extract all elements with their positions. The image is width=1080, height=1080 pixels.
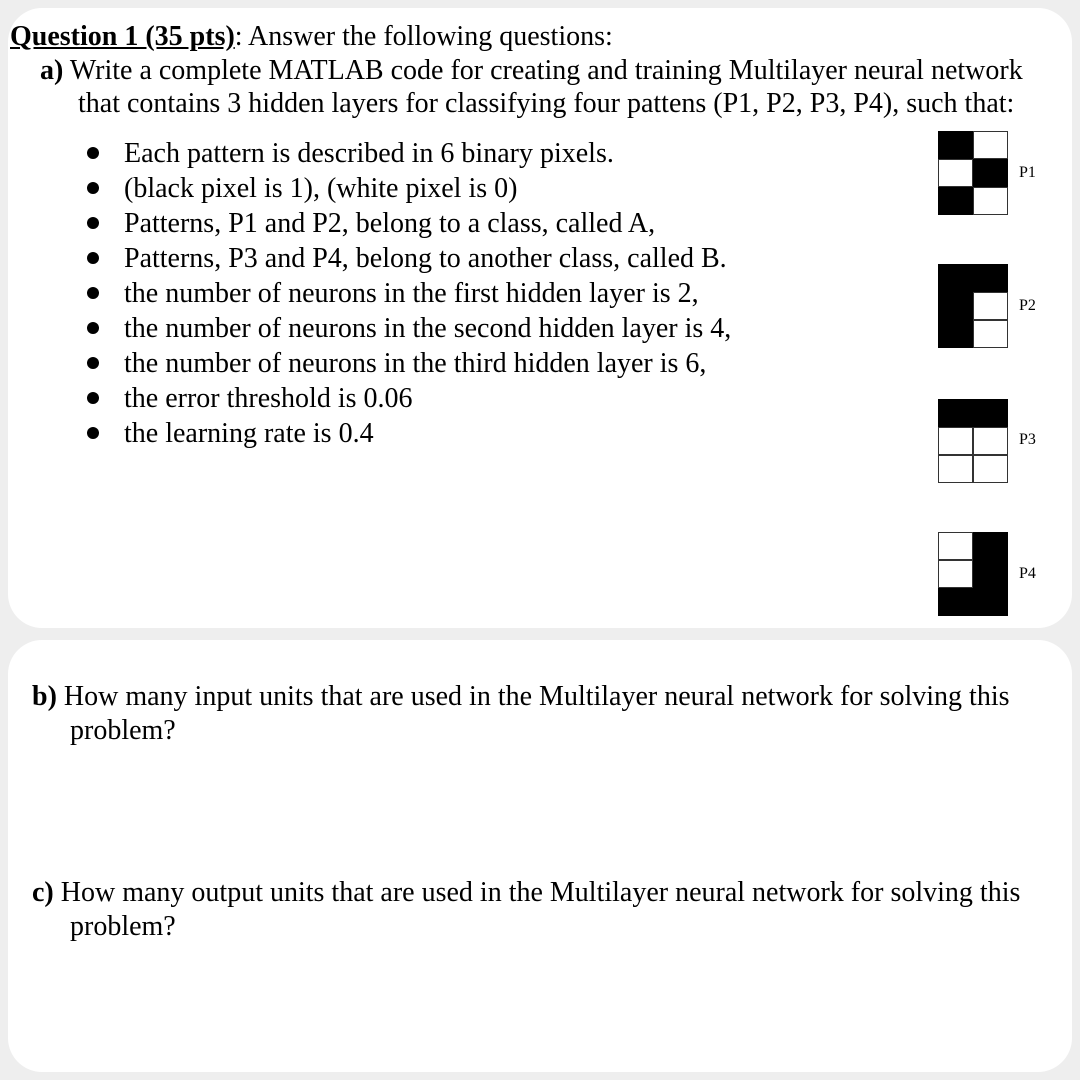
list-item: the learning rate is 0.4	[84, 416, 731, 451]
pattern-pixel-white	[973, 427, 1008, 455]
list-item: Patterns, P1 and P2, belong to a class, called A,	[84, 206, 731, 241]
pattern-pixel-white	[938, 427, 973, 455]
question-heading	[10, 20, 613, 54]
pattern-pixel-black	[973, 560, 1008, 588]
part-a-label: a)	[40, 55, 64, 86]
pattern-p3-label: P3	[1019, 431, 1036, 448]
part-c-line1: How many output units that are used in the Multilayer neural network for solving this	[60, 877, 1021, 908]
list-item: Each pattern is described in 6 binary pixels.	[84, 136, 731, 171]
part-b-label: b)	[32, 681, 57, 712]
pattern-pixel-white	[938, 455, 973, 483]
pattern-pixel-white	[973, 187, 1008, 215]
pattern-pixel-white	[973, 320, 1008, 348]
pattern-pixel-white	[938, 532, 973, 560]
question-label: Question 1 (35 pts)	[10, 21, 235, 52]
pattern-pixel-black	[973, 532, 1008, 560]
pattern-p4-label: P4	[1019, 565, 1036, 582]
pattern-p1-grid	[938, 131, 1008, 215]
pattern-pixel-black	[938, 264, 973, 292]
list-item: the number of neurons in the first hidden layer is 2,	[84, 276, 731, 311]
part-a-line1: Write a complete MATLAB code for creating and training Multilayer neural network	[69, 55, 1023, 86]
pattern-pixel-white	[938, 159, 973, 187]
pattern-pixel-black	[938, 187, 973, 215]
list-item: the error threshold is 0.06	[84, 381, 731, 416]
part-b-line1: How many input units that are used in the Multilayer neural network for solving this	[63, 681, 1010, 712]
pattern-p2-grid	[938, 264, 1008, 348]
pattern-p2-label: P2	[1019, 297, 1036, 314]
pattern-pixel-white	[938, 560, 973, 588]
list-item: the number of neurons in the third hidden layer is 6,	[84, 346, 731, 381]
pattern-pixel-white	[973, 455, 1008, 483]
pattern-pixel-white	[973, 292, 1008, 320]
pattern-pixel-black	[938, 131, 973, 159]
pattern-pixel-black	[938, 588, 973, 616]
pattern-pixel-black	[973, 399, 1008, 427]
question-text: : Answer the following questions:	[234, 21, 613, 52]
part-c-label: c)	[32, 877, 54, 908]
pattern-pixel-black	[938, 292, 973, 320]
pattern-p3-grid	[938, 399, 1008, 483]
list-item: Patterns, P3 and P4, belong to another class, called B.	[84, 241, 731, 276]
pattern-p4-grid	[938, 532, 1008, 616]
part-b	[32, 680, 1010, 748]
list-item: (black pixel is 1), (white pixel is 0)	[84, 171, 731, 206]
part-a	[40, 54, 1023, 120]
part-c-line2: problem?	[70, 911, 176, 942]
list-item: the number of neurons in the second hidden layer is 4,	[84, 311, 731, 346]
pattern-pixel-black	[973, 264, 1008, 292]
pattern-pixel-black	[938, 320, 973, 348]
pattern-pixel-black	[973, 588, 1008, 616]
pattern-pixel-white	[973, 131, 1008, 159]
pattern-pixel-black	[938, 399, 973, 427]
pattern-p1-label: P1	[1019, 164, 1036, 181]
part-c	[32, 876, 1020, 944]
requirements-list	[84, 136, 731, 451]
part-a-line2: that contains 3 hidden layers for classifying four pattens (P1, P2, P3, P4), such that:	[78, 88, 1015, 119]
part-b-line2: problem?	[70, 715, 176, 746]
pattern-pixel-black	[973, 159, 1008, 187]
